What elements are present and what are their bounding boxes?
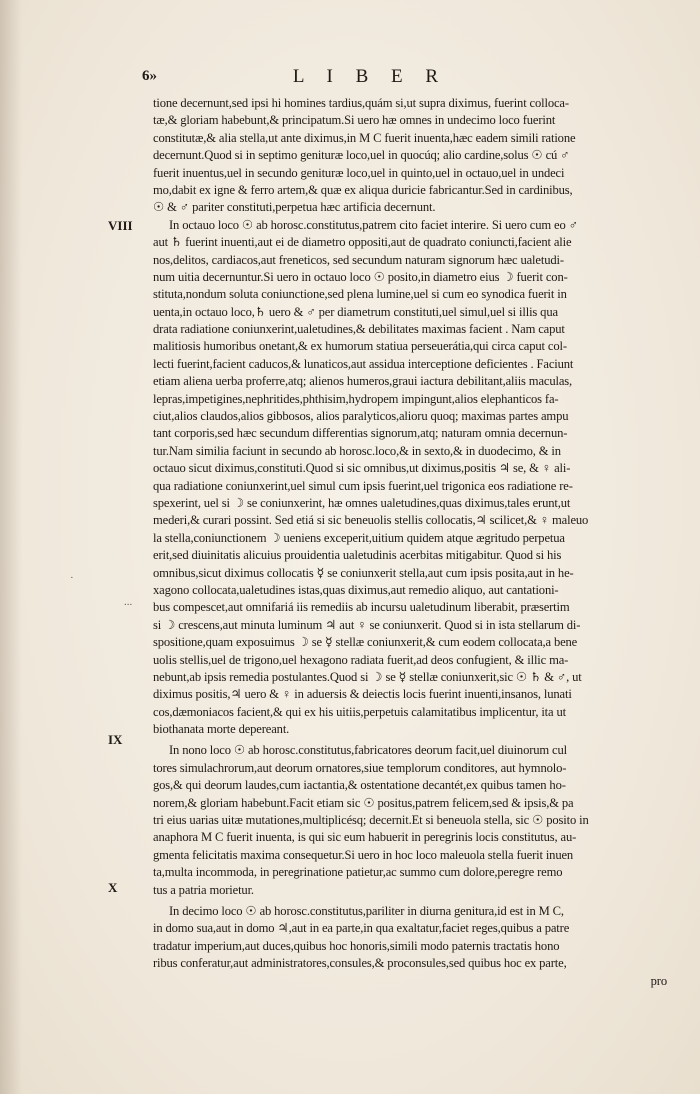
text-line: tores simulachrorum,aut deorum ornatores,siue templorum conditores, aut hymnolo-: [153, 760, 567, 775]
text-line: spositione,quam exposuimus ☽ se ☿ stellæ coniunxerit,& cum eodem collocata,a bene: [153, 635, 578, 650]
text-line: decernunt.Quod si in septimo genituræ loco,uel in quocúq; alio cardine,solus ☉ cú ♂: [153, 148, 570, 163]
text-line: si ☽ crescens,aut minuta luminum ♃ aut ♀ se coniunxerit. Quod si in ista stellarum di-: [153, 617, 581, 632]
text-line: cos,dæmoniacos facient,& qui ex his uitiis,perpetuis calamitatibus implicentur, ita ut: [153, 704, 566, 719]
text-line: ribus conferatur,aut administratores,consules,& proconsules,sed quibus hoc ex parte,: [153, 956, 567, 971]
text-line: nebunt,ab ipsis remedia postulantes.Quod si ☽ se ☿ stellæ coniunxerit,sic ☉ ♄ & ♂, ut: [153, 669, 582, 684]
text-line: gos,& qui deorum laudes,cum iactantia,& ostentatione decantét,ex quibus tamen ho-: [153, 778, 566, 793]
running-head: [0, 66, 700, 90]
text-line: stituta,nondum soluta coniunctione,sed plena lumine,uel si cum eo synodica fuerit in: [153, 287, 567, 302]
text-line: malitiosis humoribus onetant,& ex humorum statiua perseuerátia,qui circa caput col-: [153, 339, 567, 354]
text-line: gmenta felicitatis maxima consequetur.Si uero in hoc loco maleuola stella fuerit inuen: [153, 847, 574, 862]
text-line: tione decernunt,sed ipsi hi homines tardius,quám si,ut supra diximus, fuerint colloca-: [153, 96, 569, 110]
text-line: num uitia decernuntur.Si uero in octauo loco ☉ posito,in diametro eius ☽ fuerit con-: [153, 269, 568, 284]
body-text: [153, 95, 673, 990]
margin-mark: ·: [70, 572, 74, 584]
text-line: lepras,impetigines,nephritides,phthisim,hydropem impingunt,alios elephanticos fa-: [153, 391, 559, 406]
text-line: omnibus,sicut diximus collocatis ☿ se coniunxerit stella,aut cum ipsis posita,aut in he-: [153, 565, 574, 580]
catchword: pro: [650, 973, 667, 988]
text-line: qua radiatione coniunxerint,uel simul cum ipsis fuerint,uel trigonica eos radiatione re-: [153, 478, 573, 493]
text-line: bus compescet,aut omnifariá iis remediis ab incursu ualetudinum liberabit, præsertim: [153, 600, 570, 615]
text-line: uolis stellis,uel de trigono,uel hexagono radiata fuerit,ad deos confugient, & illic ma-: [153, 652, 569, 667]
text-line: ciut,alios claudos,alios gibbosos, alios paralyticos,alioru quoq; maximas partes ampu: [153, 409, 569, 424]
text-line: mederi,& curari possint. Sed etiá si sic beneuolis stellis collocatis,♃ scilicet,& ♀ maleuo: [153, 513, 589, 528]
text-line: tant corporis,sed hæc secundum differentias signorum,atq; naturam omnia decernun-: [153, 426, 568, 441]
text-line: ☉ & ♂ pariter constituti,perpetua hæc artificia decernunt.: [153, 200, 436, 215]
text-line: drata radiatione coniunxerint,ualetudines,& debilitates maximas facient . Nam caput: [153, 322, 565, 337]
text-line: la stella,coniunctionem ☽ ueniens exceperit,uitium quidem atque ægritudo perpetua: [153, 530, 565, 545]
text-line: fuerit inuentus,uel in secundo genituræ loco,uel in quinto,uel in octauo,uel in undeci: [153, 165, 565, 180]
text-line: In decimo loco ☉ ab horosc.constitutus,pariliter in diurna genitura,id est in M C,: [169, 903, 564, 918]
text-line: etiam aliena uerba proferre,atq; alienos humeros,graui iactura debilitant,aliis maculas,: [153, 374, 573, 389]
text-line: tæ,& gloriam habebunt,& principatum.Si uero hæ omnes in undecimo loco fuerint: [153, 113, 556, 128]
folio-number: 6»: [142, 68, 157, 84]
text-line: mo,dabit ex igne & ferro artem,& quæ ex aliqua duricie fabricantur.Sed in cardinibus,: [153, 182, 573, 197]
margin-mark: ...: [124, 596, 133, 608]
text-line: diximus positis,♃ uero & ♀ in aduersis & deiectis locis fuerint inuenti,insanos, lunati: [153, 687, 572, 702]
text-line: erit,sed diuinitatis alicuius prouidentia ualetudinis acerbitas mitigabitur. Quod si his: [153, 548, 562, 563]
text-line: anaphora M C fuerit inuenta, is qui sic eum habuerit in peregrinis locis constitutus, au-: [153, 830, 577, 845]
text-line: tri eius uarias uitæ mutationes,multiplicésq; decernit.Et si beneuola stella, sic ☉ posito in: [153, 813, 589, 828]
running-title: L I B E R: [292, 66, 448, 87]
text-line: biothanata morte depereant.: [153, 722, 290, 737]
section-numeral-x: X: [108, 880, 118, 895]
text-line: spexerint, uel si ☽ se coniunxerint, hæ omnes ualetudines,quas diximus,tales erunt,ut: [153, 495, 571, 510]
text-line: octauo sicut diximus,constituti.Quod si sic omnibus,ut diximus,positis ♃ se, & ♀ ali-: [153, 461, 571, 476]
text-line: uenta,in octauo loco,♄ uero & ♂ per diametrum constituti,uel simul,uel si illis qua: [153, 304, 558, 319]
text-line: xagono collocata,ualetudines istas,quas diximus,aut remedio aliquo, aut cantationi-: [153, 582, 559, 597]
text-line: nos,delitos, cardiacos,aut freneticos, sed secundum naturam signorum hæc ualetudi-: [153, 252, 564, 267]
section-numeral-viii: VIII: [108, 218, 133, 233]
text-line: tradatur imperium,aut duces,quibus hoc honoris,simili modo paternis tractatis hono: [153, 938, 560, 953]
text-line: norem,& gloriam habebunt.Facit etiam sic ☉ positus,patrem felicem,sed & ipsis,& pa: [153, 795, 574, 810]
text-line: In nono loco ☉ ab horosc.constitutus,fabricatores deorum facit,uel diuinorum cul: [169, 743, 567, 758]
text-line: lecti fuerint,facient caducos,& lunaticos,aut assidua interceptione deficientes . Faciunt: [153, 356, 574, 371]
text-line: ta,multa incommoda, in peregrinatione patietur,ac summo cum dolore,peregre remo: [153, 865, 563, 880]
text-line: tus a patria morietur.: [153, 882, 254, 897]
text-line: tur.Nam similia faciunt in secundo ab horosc.loco,& in sexto,& in duodecimo, & in: [153, 443, 561, 458]
text-line: aut ♄ fuerint inuenti,aut ei de diametro oppositi,aut de quadrato coniuncti,facient alie: [153, 235, 572, 250]
section-numeral-ix: IX: [108, 732, 123, 747]
gutter-shadow: [0, 0, 22, 1094]
text-line: In octauo loco ☉ ab horosc.constitutus,patrem cito faciet interire. Si uero cum eo ♂: [169, 217, 578, 232]
text-line: in domo sua,aut in domo ♃,aut in ea parte,in qua exaltatur,faciet reges,quibus a patre: [153, 921, 570, 936]
text-line: constitutæ,& alia stella,ut ante diximus,in M C fuerit inuenta,hæc eadem simili ratione: [153, 130, 576, 145]
